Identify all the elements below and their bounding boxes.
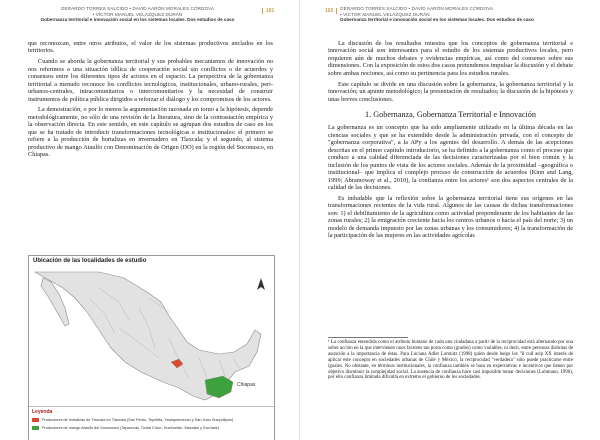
running-header-left: [30, 6, 245, 23]
legend-item-chiapas: [32, 426, 219, 430]
paragraph: La discusión de los resultados muestra que los conceptos de gobernanza territorial e innovación social son interesantes para el estudio de los sistemas productivos locales, pero requieren aún de muchos debates y evidencias empíricas, así como del consenso sobre sus dimensiones. Con la exposición de estos dos casos pretendemos impulsar la discusión y el debate sobre ambas nociones, así como su pertinencia para los estudios rurales.: [328, 40, 574, 77]
left-body-text: [28, 40, 273, 162]
legend-item-tlaxcala: [32, 418, 233, 422]
header-authors-2: • VÍCTOR MANUEL VELÁZQUEZ DURÁN: [92, 11, 183, 17]
header-authors: GERARDO TORRES SALCIDO • DAVID AARÓN MORALES CÓRDOVA: [340, 6, 494, 11]
legend-label: Productores de hortalizas de Tlaxcala en Tlaxcala (San Pedro, Tepetitla, Yauhquemecan y San Juan Hueyotlipan): [42, 418, 234, 422]
footnote: ¹ La confianza entendida como el atributo humano de cada uno ciudadana a partir de la reciprocidad está alternando por una sobre acción en la que intervienen unos factores tan porta como (grados) como variables, ni decir, entre personas distintas de asunción a la importancia de éstas. Para Luciana Adler Lomnitz (1998) quien desde luego los "lì cull aslp XX interés de aplicar este concepto en sociedades urbanas de Chile y México, la reciprocidad "verdadera" sólo puede practicarse entre iguales. No obstante, en términos institucionales, la confianza también se basa en expectativas e incentivos que tienen por objetivo disminuir la complejidad social. La ausencia de confianza hace casi imposible tomar decisiones (Luhmann, 1996), por ello confianza limitada dificulta en extremo el gobierno de los sociedades.: [328, 340, 573, 381]
right-page: [300, 0, 600, 440]
page-number: 101: [266, 8, 275, 14]
map-legend: [29, 406, 274, 440]
legend-swatch: [32, 418, 39, 422]
paragraph: La demostración, o por lo menos la argumentación razonada en torno a la hipótesis, depende metodológicamente, no sólo de una revisión de la literatura, sino de la contrastación empírica y la observación directa. En este sentido, en este capítulo se agrupan dos estudios de caso en los que se ha tratado de introducir transformaciones tecnológicas e institucionales: el primero se refiere a la producción de hortalizas en invernadero en Tlaxcala; y el segundo, al sistema productivo de mango Ataulfo con Denominación de Origen (DO) en la región del Soconusco, en Chiapas.: [28, 106, 273, 159]
header-authors-2: • VÍCTOR MANUEL VELÁZQUEZ DURÁN: [340, 11, 430, 17]
header-title: Gobernanza territorial e innovación social en los sistemas locales. Dos estudios de caso: [40, 17, 235, 23]
section-heading: 1. Gobernanza, Gobernanza Territorial e Innovación: [365, 110, 536, 120]
legend-swatch: [32, 426, 39, 430]
legend-label: Productores de mango Ataulfo del Soconusco (Tapachula, Tuxtla Chico, Huehuetán, Mazatán y Suchiate): [42, 426, 220, 430]
page-number: 102: [325, 8, 334, 14]
header-authors: GERARDO TORRES SALCIDO • DAVID AARÓN MORALES CÓRDOVA: [60, 6, 215, 11]
chiapas-label: Chiapas: [237, 382, 256, 388]
location-map-figure: [28, 255, 275, 440]
paragraph: Este capítulo se divide en una discusión sobre la gobernanza, la gobernanza territorial y la innovación; un apunte metodológico; la presentación de resultados; la discusión de la hipótesis y unas breves conclusiones.: [328, 80, 573, 103]
map-title: Ubicación de las localidades de estudio: [33, 258, 147, 264]
page-number-divider: [262, 8, 263, 14]
paragraph: que reconozcan, entre otros atributos, el valor de los sistemas productivos anclados en los territorios.: [28, 40, 273, 55]
right-body-text: [328, 40, 573, 243]
running-header-right: [340, 6, 540, 23]
page-number-divider: [336, 8, 337, 14]
legend-title: Leyenda: [32, 409, 53, 415]
mexico-map: [29, 268, 274, 408]
paragraph: Cuando se aborda la gobernanza territorial y sus probables mecanismos de innovación no nos referimos a una situación idílica de cooperación social sin conflictos o de acuerdos y consensos entre los diferentes tipos de actores en el espacio. La perspectiva de la gobernanza territorial a menudo reconoce los conflictos tecnológicos, institucionales, urbano-rurales, peri-urbanos-centrales, intracomunitarios o intercomunitarios y la necesidad de construir instrumentos de política pública dirigidos a reforzar el diálogo y los compromisos de los actores.: [28, 58, 273, 103]
paragraph: La gobernanza es un concepto que ha sido ampliamente utilizado en la última década en las ciencias sociales y que se ha extendido desde la administración privada, con el concepto de "gobernanza corporativa", a la APy a los agentes del desarrollo. A demás de las acepciones descritas en el primer capítulo introductorio, se ha definido a la gobernanza como el proceso que conduce a una calidad diferenciada de las decisiones caracterizadas por el bien común y la inclusión de los puntos de vista de los actores sociales. Además de la proximidad –geográfica o institucional– que implica el complejo proceso de construcción de acuerdos (Kinn and Lang, 1999; Abramoway et al., 2010), la confianza entre los actores¹ son dos aspectos centrales de la calidad de las decisiones.: [328, 124, 573, 192]
header-title: Gobernanza territorial e innovación social en los sistemas locales. Dos estudios de caso: [340, 17, 534, 23]
footnote-rule: [328, 337, 408, 338]
paragraph: Es indudable que la reflexión sobre la gobernanza territorial tiene sus orígenes en las transformaciones recientes de la vida rural. Algunos de las causas de dichas transformaciones son: 1) el debilitamiento de la agricultura como actividad preponderante de los habitantes de las zonas rurales; 2) la emigración creciente hacia los centros urbanos o hacia el país del norte; 3) un modelo de demanda impuesto por las zonas urbanas y los consumidores; 4) la transformación de la participación de las mujeres en las actividades agrícolas: [328, 194, 573, 240]
